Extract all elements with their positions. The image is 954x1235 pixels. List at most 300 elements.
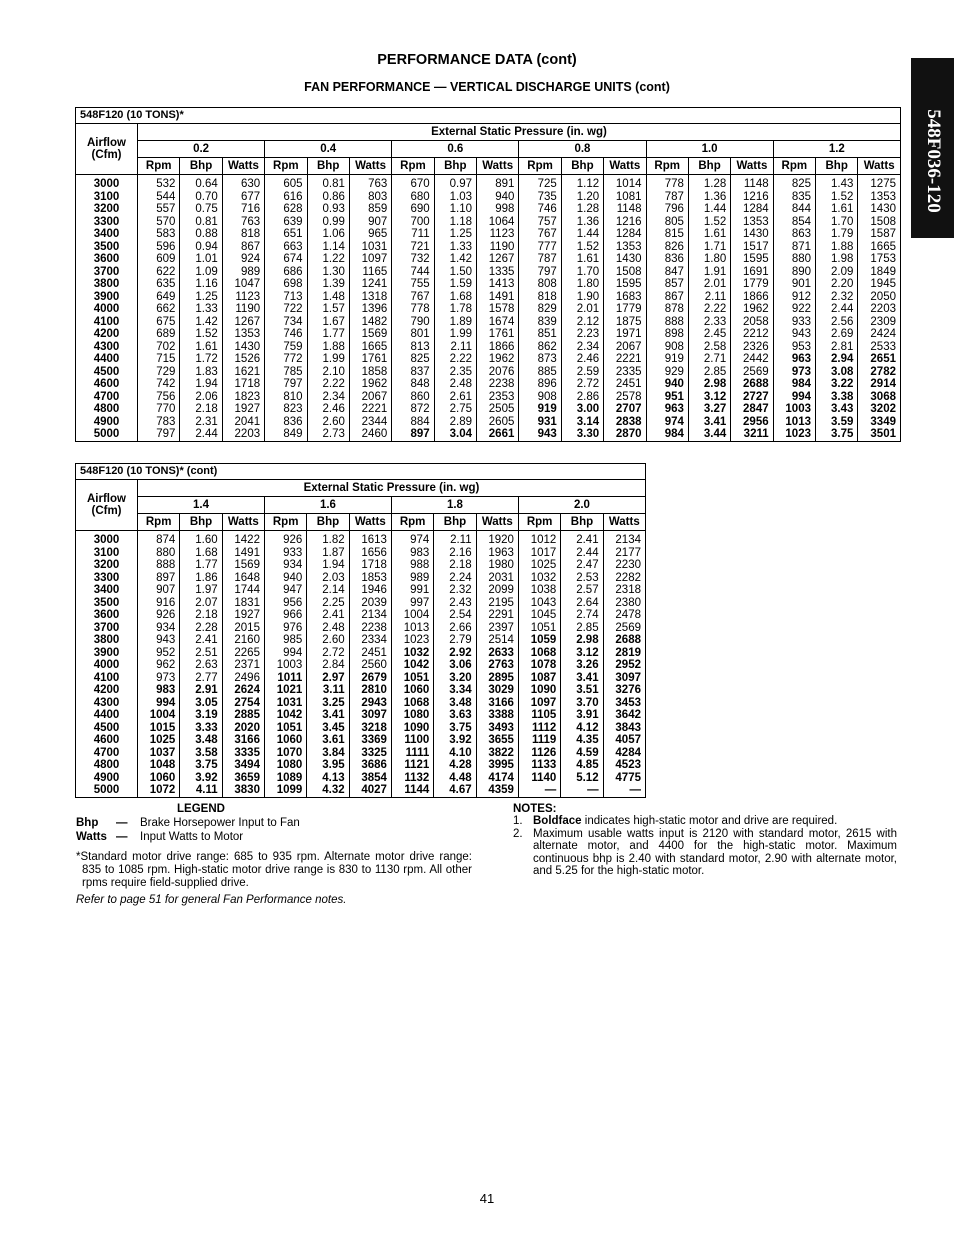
bhp-cell: 1.98 [830, 253, 854, 265]
refer-note: Refer to page 51 for general Fan Performance notes. [76, 894, 347, 906]
rpm-cell: 715 [156, 353, 176, 365]
rpm-cell: 857 [664, 278, 684, 290]
rpm-cell: 742 [156, 378, 176, 390]
esp-header: External Static Pressure (in. wg) [138, 124, 901, 141]
bhp-cell: 1.60 [195, 534, 218, 546]
watts-cell: 2478 [615, 609, 641, 621]
airflow-cell: 4300 [93, 696, 120, 709]
bhp-cell: 2.59 [576, 365, 600, 378]
legend [76, 803, 472, 906]
bhp-cell: 4.67 [449, 784, 472, 796]
bhp-cell: 0.99 [322, 215, 345, 228]
bhp-cell: 1.68 [195, 546, 218, 559]
note-text: Maximum usable watts input is 2120 with standard motor, 2615 with alternate motor, and 4400 for the high-static motor. Maximum continuous bhp is 2.40 with standard motor, 2.90 with alternate motor, and 5.25 for the high-static motor. [533, 827, 897, 877]
watts-cell: 2076 [488, 365, 515, 378]
watts-cell: 1353 [234, 328, 261, 340]
note-item-1 [513, 815, 897, 828]
rpm-cell: 1015 [149, 721, 176, 734]
rpm-cell: 1144 [404, 784, 430, 796]
column-header: Bhp [816, 158, 858, 175]
watts-cell: 1190 [235, 303, 261, 315]
watts-cell: 716 [240, 203, 261, 215]
watts-cell: 2291 [488, 609, 514, 621]
watts-cell: 2451 [361, 646, 387, 659]
bhp-cell: 2.45 [703, 328, 727, 340]
bhp-cell: 1.61 [830, 203, 854, 215]
watts-cell: 3349 [870, 415, 896, 428]
rpm-cell: 1023 [785, 428, 811, 440]
bhp-cell: 3.95 [322, 759, 345, 771]
rpm-cell: 557 [156, 203, 176, 215]
rpm-cell: 994 [791, 390, 811, 403]
bhp-cell: 1.82 [322, 534, 345, 546]
bhp-cell: 2.72 [576, 378, 600, 390]
rpm-column [138, 531, 180, 798]
rpm-cell: 1011 [277, 671, 303, 684]
watts-cell: 2353 [488, 390, 515, 403]
bhp-cell: 1.36 [576, 215, 600, 228]
watts-cell: 4523 [615, 759, 641, 771]
rpm-cell: 725 [537, 178, 557, 190]
rpm-cell: 628 [283, 203, 303, 215]
column-header-row [76, 514, 646, 531]
column-header: Watts [349, 514, 391, 531]
watts-cell: 3493 [488, 721, 514, 734]
rpm-cell: 1043 [530, 596, 557, 609]
bhp-cell: 4.12 [576, 721, 599, 734]
watts-cell: 1508 [615, 265, 642, 278]
legend-item-watts [76, 831, 472, 843]
bhp-cell: 3.27 [703, 403, 727, 415]
motor-drive-footnote: *Standard motor drive range: 685 to 935 rpm. Alternate motor drive range: 835 to 1085 rpm. High-static motor drive range is 830 to 1130 rpm. All other rpms require field-supplied drive. [76, 851, 472, 889]
rpm-cell: 851 [537, 328, 557, 340]
rpm-cell: 1132 [404, 771, 430, 784]
bhp-cell: 1.88 [322, 340, 345, 353]
rpm-cell: 1021 [276, 684, 303, 696]
watts-cell: 2870 [615, 428, 642, 440]
bhp-cell: 1.71 [703, 240, 727, 253]
rpm-column [519, 175, 561, 442]
rpm-cell: 1023 [403, 634, 430, 646]
column-header: Watts [349, 158, 391, 175]
watts-cell: 3642 [615, 709, 641, 721]
bhp-cell: 1.70 [576, 265, 600, 278]
bhp-column [434, 531, 476, 798]
rpm-cell: 721 [410, 240, 430, 253]
watts-cell: 2031 [488, 571, 514, 584]
watts-cell: 2460 [361, 428, 388, 440]
rpm-cell: 880 [156, 546, 176, 559]
rpm-cell: 966 [283, 609, 303, 621]
rpm-column [265, 175, 307, 442]
bhp-cell: 4.35 [576, 734, 599, 746]
rpm-cell: 746 [537, 203, 557, 215]
bhp-cell: 1.14 [322, 240, 345, 253]
rpm-cell: 823 [283, 403, 303, 415]
bhp-cell: 3.11 [322, 684, 345, 696]
watts-cell: 763 [240, 215, 261, 228]
airflow-cell: 4500 [93, 365, 120, 378]
rpm-cell: 702 [156, 340, 176, 353]
rpm-cell: 874 [156, 534, 176, 546]
bhp-cell: 1.99 [449, 328, 472, 340]
bhp-cell: 2.85 [576, 621, 599, 634]
column-header: Bhp [307, 158, 349, 175]
rpm-cell: 639 [283, 215, 303, 228]
column-header: Watts [476, 514, 518, 531]
notes-title: NOTES: [513, 803, 557, 815]
bhp-cell: 2.48 [449, 378, 472, 390]
rpm-cell: 933 [283, 546, 303, 559]
rpm-cell: 1078 [530, 659, 557, 671]
bhp-cell: 2.86 [576, 390, 600, 403]
rpm-cell: 931 [537, 415, 557, 428]
bhp-cell: 1.79 [830, 228, 854, 240]
airflow-cell: 4900 [93, 415, 120, 428]
watts-cell: 2134 [615, 534, 641, 546]
bhp-cell: 1.67 [322, 315, 345, 328]
bhp-cell: 0.97 [449, 178, 472, 190]
watts-cell: 867 [240, 240, 261, 253]
bhp-cell: 3.41 [576, 671, 599, 684]
rpm-cell: 963 [664, 403, 684, 415]
bhp-cell: 2.89 [449, 415, 472, 428]
bhp-cell: 2.94 [830, 353, 854, 365]
bhp-cell: 1.80 [703, 253, 727, 265]
note-item-2 [513, 828, 897, 878]
airflow-cell: 3200 [93, 559, 120, 571]
bhp-cell: 3.38 [830, 390, 854, 403]
rpm-cell: 755 [410, 278, 430, 290]
watts-cell: 2661 [488, 428, 515, 440]
column-header: Bhp [307, 514, 349, 531]
rpm-cell: 711 [411, 228, 430, 240]
rpm-cell: 951 [664, 390, 684, 403]
bhp-cell: 2.91 [195, 684, 218, 696]
watts-cell: 1123 [489, 228, 515, 240]
rpm-cell: 929 [664, 365, 684, 378]
rpm-cell: 1032 [530, 571, 557, 584]
rpm-cell: 651 [283, 228, 303, 240]
rpm-cell: 1048 [149, 759, 176, 771]
bhp-cell: 2.16 [449, 546, 472, 559]
rpm-cell: 596 [156, 240, 176, 253]
rpm-cell: 815 [664, 228, 684, 240]
watts-cell: 1946 [361, 584, 387, 596]
rpm-cell: 1121 [404, 759, 430, 771]
watts-cell: 2203 [234, 428, 261, 440]
watts-cell: 1962 [743, 303, 769, 315]
rpm-cell: 797 [283, 378, 303, 390]
rpm-cell: 862 [537, 340, 557, 353]
rpm-cell: 605 [283, 178, 303, 190]
bhp-cell: 0.93 [322, 203, 345, 215]
rpm-cell: 797 [537, 265, 557, 278]
bhp-cell: 1.28 [576, 203, 600, 215]
bhp-cell: 3.75 [195, 759, 218, 771]
bhp-cell: 2.98 [703, 378, 727, 390]
side-tab [911, 58, 954, 238]
bhp-cell: 2.47 [576, 559, 599, 571]
rpm-cell: 700 [410, 215, 430, 228]
bhp-cell: 1.33 [195, 303, 218, 315]
watts-cell: 2221 [615, 353, 642, 365]
bhp-cell: 3.48 [449, 696, 472, 709]
column-header: Bhp [688, 158, 730, 175]
column-header: Rpm [264, 514, 306, 531]
rpm-cell: 888 [664, 315, 684, 328]
bhp-cell: 1.10 [449, 203, 472, 215]
rpm-cell: 1003 [276, 659, 303, 671]
watts-cell: 1284 [615, 228, 642, 240]
rpm-cell: 994 [156, 696, 176, 709]
bhp-cell: 2.72 [322, 646, 345, 659]
column-header: Rpm [138, 158, 180, 175]
airflow-cell: 3200 [93, 203, 120, 215]
bhp-cell: 3.51 [576, 684, 599, 696]
rpm-cell: 609 [156, 253, 176, 265]
rpm-cell: 759 [283, 340, 303, 353]
rpm-cell: 808 [537, 278, 557, 290]
watts-column [858, 175, 901, 442]
rpm-cell: 974 [664, 415, 684, 428]
watts-column [603, 531, 645, 798]
rpm-cell: 826 [664, 240, 684, 253]
rpm-cell: 836 [283, 415, 303, 428]
bhp-cell: 1.44 [703, 203, 727, 215]
bhp-column [561, 531, 603, 798]
bhp-cell: 3.58 [195, 746, 218, 759]
rpm-cell: 713 [283, 290, 303, 303]
bhp-cell: 2.34 [576, 340, 600, 353]
rpm-cell: 732 [410, 253, 430, 265]
bhp-cell: 3.63 [449, 709, 472, 721]
bhp-cell: 2.73 [322, 428, 345, 440]
rpm-cell: 926 [283, 534, 303, 546]
bhp-cell: 1.39 [322, 278, 345, 290]
watts-cell: 2177 [615, 546, 641, 559]
bhp-cell: 2.11 [450, 340, 472, 353]
bhp-cell: 1.87 [322, 546, 345, 559]
rpm-cell: 1051 [530, 621, 557, 634]
bhp-cell: 2.11 [704, 290, 727, 303]
column-header: Rpm [518, 514, 560, 531]
rpm-cell: 973 [156, 671, 176, 684]
rpm-cell: 901 [791, 278, 811, 290]
rpm-cell: 680 [410, 190, 430, 203]
rpm-cell: 1045 [530, 609, 557, 621]
watts-cell: 1430 [870, 203, 896, 215]
bhp-cell: 4.48 [449, 771, 472, 784]
watts-cell: 1962 [361, 378, 388, 390]
airflow-cell: 4400 [93, 353, 120, 365]
column-header: Rpm [391, 514, 433, 531]
airflow-cell: 5000 [93, 784, 120, 796]
watts-cell: 2810 [361, 684, 387, 696]
watts-cell: 3276 [615, 684, 641, 696]
column-header: Rpm [646, 158, 688, 175]
rpm-cell: 649 [156, 290, 176, 303]
bhp-cell: 2.77 [195, 671, 218, 684]
rpm-cell: 956 [283, 596, 303, 609]
watts-cell: 2914 [870, 378, 896, 390]
column-header: Bhp [434, 158, 476, 175]
bhp-cell: 1.83 [195, 365, 218, 378]
rpm-cell: 880 [791, 253, 811, 265]
bhp-cell: 2.79 [449, 634, 472, 646]
rpm-column [392, 175, 434, 442]
bhp-cell: 2.44 [576, 546, 599, 559]
watts-cell: 1097 [361, 253, 388, 265]
rpm-cell: 785 [283, 365, 303, 378]
watts-cell: 1858 [361, 365, 388, 378]
bhp-cell: 3.61 [322, 734, 345, 746]
watts-cell: 3686 [361, 759, 387, 771]
watts-cell: 3822 [488, 746, 514, 759]
watts-cell: 1396 [361, 303, 388, 315]
watts-cell: 2569 [743, 365, 769, 378]
airflow-cell: 4400 [93, 709, 120, 721]
bhp-cell: 0.86 [322, 190, 345, 203]
watts-cell: 1569 [234, 559, 260, 571]
rpm-cell: 698 [283, 278, 303, 290]
watts-cell: 1148 [743, 178, 769, 190]
bhp-cell: 1.89 [449, 315, 472, 328]
bhp-cell: 2.41 [195, 634, 218, 646]
rpm-cell: 989 [410, 571, 430, 584]
watts-cell: 1081 [615, 190, 642, 203]
watts-cell: 1927 [234, 609, 260, 621]
airflow-cell: 3400 [93, 228, 120, 240]
watts-cell: 1866 [488, 340, 515, 353]
bhp-cell: 3.48 [195, 734, 218, 746]
bhp-cell: 3.44 [703, 428, 727, 440]
rpm-cell: 1042 [403, 659, 430, 671]
watts-cell: 2397 [488, 621, 514, 634]
rpm-cell: 756 [156, 390, 176, 403]
page-title: PERFORMANCE DATA (cont) [377, 52, 577, 68]
rpm-cell: 1068 [530, 646, 557, 659]
watts-cell: 1945 [870, 278, 896, 290]
rpm-cell: 1099 [276, 784, 303, 796]
rpm-cell: 570 [156, 215, 176, 228]
watts-cell: 2505 [488, 403, 515, 415]
bhp-cell: 1.59 [449, 278, 472, 290]
rpm-cell: 896 [537, 378, 557, 390]
rpm-cell: 919 [664, 353, 684, 365]
rpm-cell: 1112 [531, 721, 557, 734]
rpm-cell: 890 [791, 265, 811, 278]
rpm-column [773, 175, 815, 442]
rpm-cell: 963 [791, 353, 811, 365]
watts-cell: 1744 [234, 584, 260, 596]
rpm-cell: 1037 [149, 746, 176, 759]
fan-performance-table-2 [75, 463, 646, 798]
data-row [76, 175, 901, 442]
rpm-cell: 1060 [403, 684, 430, 696]
watts-cell: 2265 [234, 646, 260, 659]
watts-cell: 1595 [743, 253, 769, 265]
rpm-cell: 873 [537, 353, 557, 365]
watts-cell: 1648 [234, 571, 260, 584]
bhp-cell: 2.43 [449, 596, 472, 609]
rpm-cell: 973 [791, 365, 811, 378]
bhp-cell: 4.13 [322, 771, 345, 784]
watts-cell: 940 [495, 190, 515, 203]
bhp-cell: 2.51 [195, 646, 218, 659]
bhp-cell: 2.24 [449, 571, 472, 584]
watts-cell: 2344 [361, 415, 388, 428]
watts-cell: 1587 [870, 228, 896, 240]
bhp-cell: 3.45 [322, 721, 345, 734]
rpm-cell: 847 [664, 265, 684, 278]
column-header: Rpm [392, 158, 434, 175]
airflow-cell: 3500 [93, 596, 120, 609]
pressure-header: 1.6 [264, 497, 391, 514]
rpm-cell: 1003 [785, 403, 811, 415]
rpm-cell: 871 [791, 240, 811, 253]
rpm-cell: 722 [283, 303, 303, 315]
bhp-cell: 3.25 [322, 696, 345, 709]
watts-cell: 2212 [743, 328, 769, 340]
bhp-cell: 3.12 [576, 646, 599, 659]
bhp-cell: 2.97 [322, 671, 345, 684]
watts-cell: 2688 [615, 634, 641, 646]
watts-cell: 2560 [361, 659, 387, 671]
rpm-cell: 1087 [530, 671, 557, 684]
rpm-cell: 908 [664, 340, 684, 353]
rpm-cell: 947 [283, 584, 303, 596]
bhp-cell: 3.91 [576, 709, 599, 721]
column-header: Watts [222, 514, 264, 531]
watts-cell: 1275 [870, 178, 896, 190]
watts-cell: 1753 [870, 253, 896, 265]
bhp-cell: 3.26 [576, 659, 599, 671]
watts-cell: 2496 [234, 671, 260, 684]
watts-cell: 1980 [488, 559, 514, 571]
rpm-cell: 984 [791, 378, 811, 390]
rpm-column [264, 531, 306, 798]
bhp-cell: 2.12 [576, 315, 600, 328]
column-header: Bhp [561, 158, 603, 175]
watts-cell: 1508 [870, 215, 896, 228]
bhp-cell: 1.43 [830, 178, 854, 190]
rpm-cell: 983 [410, 546, 430, 559]
bhp-cell: 2.33 [703, 315, 727, 328]
bhp-cell: 3.19 [195, 709, 218, 721]
pressure-header: 1.4 [138, 497, 265, 514]
bhp-cell: 1.01 [195, 253, 218, 265]
pressure-header: 1.2 [773, 141, 900, 158]
table-caption: 548F120 (10 TONS)* (cont) [76, 464, 646, 480]
bhp-cell: 1.48 [322, 290, 345, 303]
airflow-cell: 3300 [93, 571, 120, 584]
rpm-cell: 953 [791, 340, 811, 353]
watts-cell: 2015 [234, 621, 260, 634]
bhp-cell: 2.32 [830, 290, 854, 303]
bhp-cell: 0.81 [195, 215, 218, 228]
rpm-cell: 994 [283, 646, 303, 659]
bhp-cell: 2.44 [195, 428, 218, 440]
rpm-cell: 835 [791, 190, 811, 203]
rpm-cell: 810 [283, 390, 303, 403]
bhp-cell: 2.18 [195, 403, 218, 415]
watts-cell: 3369 [361, 734, 387, 746]
rpm-cell: 778 [410, 303, 430, 315]
watts-cell: 3501 [870, 428, 896, 440]
bhp-cell: 4.11 [195, 784, 218, 796]
watts-column [349, 531, 391, 798]
